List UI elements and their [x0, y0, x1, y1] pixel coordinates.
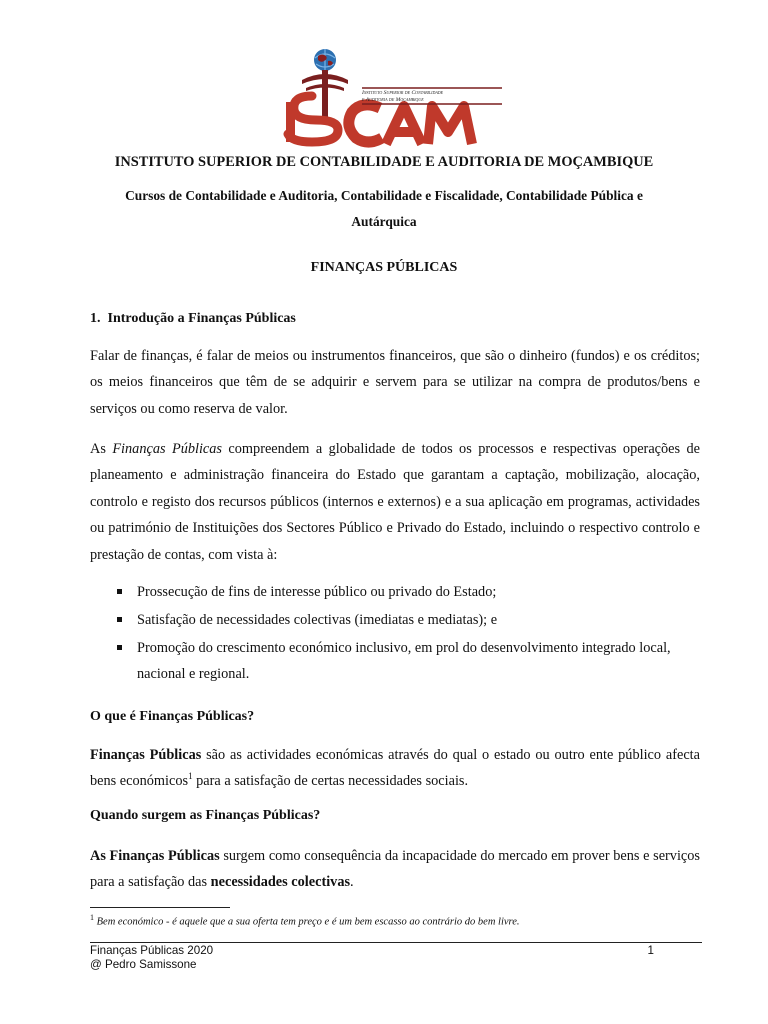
text-run: surgem como consequência da incapacidade do mercado em prover bens e serviços para a satisfação das	[90, 848, 700, 891]
institution-heading: INSTITUTO SUPERIOR DE CONTABILIDADE E AUDITORIA DE MOÇAMBIQUE	[114, 154, 654, 170]
courses-heading	[60, 183, 708, 235]
footnote-ref: 1	[188, 771, 193, 782]
footer-author: @ Pedro Samissone	[90, 958, 197, 971]
paragraph-intro: Falar de finanças, é falar de meios ou instrumentos financeiros, que são o dinheiro (fundos) e os créditos; os meios financeiros que têm de se adquirir e servem para se utilizar na compra de produtos/bens e serviços ou como reserva de valor.	[90, 348, 700, 417]
bold-term: As Finanças Públicas	[90, 848, 220, 864]
footnote-text: Bem económico - é aquele que a sua oferta tem preço e é um bem escasso ao contrário do bem livre.	[94, 916, 520, 928]
courses-line2: Autárquica	[351, 214, 417, 229]
logo-caption-line1: Instituto Superior de Contabilidade	[362, 90, 444, 96]
footnote	[90, 913, 520, 928]
section-heading: 1. Introdução a Finanças Públicas	[90, 311, 296, 326]
question-heading-what: O que é Finanças Públicas?	[90, 709, 255, 724]
footnote-divider	[90, 907, 230, 908]
text-run: são as actividades económicas através do qual o estado ou outro ente público afecta bens económicos	[90, 747, 700, 790]
document-title: FINANÇAS PÚBLICAS	[310, 260, 458, 275]
list-item-text: Promoção do crescimento económico inclusivo, em prol do desenvolvimento integrado local, nacional e regional.	[137, 640, 671, 683]
square-bullet-icon	[117, 645, 122, 650]
paragraph-what	[90, 742, 700, 795]
question-heading-when: Quando surgem as Finanças Públicas?	[90, 808, 321, 823]
footer-divider	[90, 942, 702, 943]
square-bullet-icon	[117, 617, 122, 622]
text-run: compreendem a globalidade de todos os processos e respectivas operações de planeamento e administração financeira do Estado que garantam a captação, mobilização, alocação, controlo e registo dos recursos públicos (internos e externos) e a sua aplicação em programas, actividades ou património de Instituições dos Sectores Público e Privado do Estado, incluindo o respectivo controlo e prestação de contas, com vista à:	[90, 441, 700, 563]
footnote-number: 1	[90, 913, 94, 922]
text-run: As	[90, 441, 113, 457]
list-item-text: Satisfação de necessidades colectivas (imediatas e mediatas); e	[137, 612, 498, 628]
logo-caption	[362, 90, 502, 103]
list-item	[90, 607, 700, 633]
bold-term: Finanças Públicas	[90, 747, 202, 763]
page-number: 1	[647, 944, 654, 957]
iscam-logo	[282, 46, 504, 150]
bullet-list	[90, 579, 700, 689]
courses-line1: Cursos de Contabilidade e Auditoria, Contabilidade e Fiscalidade, Contabilidade Pública e	[125, 188, 643, 203]
italic-term: Finanças Públicas	[112, 441, 222, 457]
list-item	[90, 579, 700, 605]
paragraph-when	[90, 843, 700, 896]
text-run: .	[350, 874, 354, 891]
square-bullet-icon	[117, 589, 122, 594]
list-item	[90, 635, 700, 688]
paragraph-definition	[90, 436, 700, 568]
logo-caption-line2: e Auditoria de Moçambique	[362, 96, 424, 103]
bold-term: necessidades colectivas	[210, 874, 351, 891]
list-item-text: Prossecução de fins de interesse público ou privado do Estado;	[137, 584, 497, 600]
page-footer	[90, 944, 702, 972]
text-run: para a satisfação de certas necessidades sociais.	[192, 773, 469, 790]
footer-title: Finanças Públicas 2020	[90, 944, 214, 957]
